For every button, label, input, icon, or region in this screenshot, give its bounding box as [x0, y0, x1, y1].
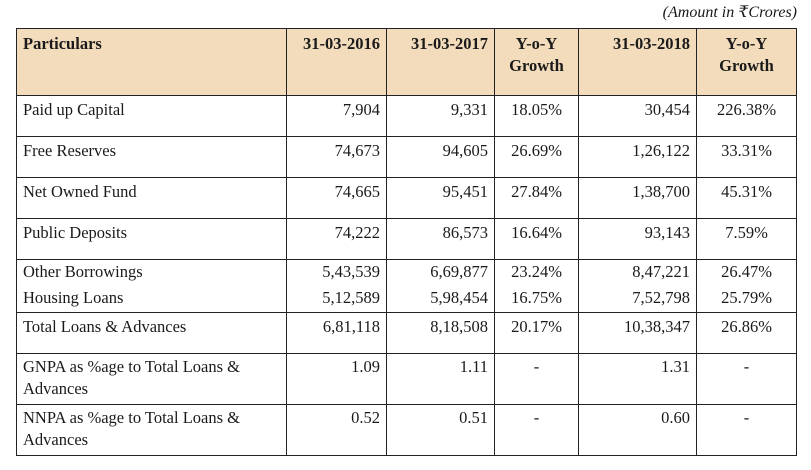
row-label: Housing Loans: [17, 286, 287, 313]
table-row: [17, 219, 797, 260]
table-row: [17, 260, 797, 287]
row-label: Free Reserves: [17, 137, 287, 178]
value-2016: 74,665: [287, 178, 387, 219]
table-row: [17, 354, 797, 405]
amount-unit-caption: (Amount in ₹Crores): [662, 4, 797, 21]
value-2018: 93,143: [579, 219, 697, 260]
value-2018: 30,454: [579, 96, 697, 137]
growth-2018: 33.31%: [697, 137, 797, 178]
value-2018: 0.60: [579, 405, 697, 456]
value-2016: 5,43,539: [287, 260, 387, 287]
growth-2018: 226.38%: [697, 96, 797, 137]
financial-summary-table: [16, 28, 797, 456]
value-2017: 1.11: [387, 354, 495, 405]
value-2016: 6,81,118: [287, 313, 387, 354]
table-row: [17, 137, 797, 178]
growth-2017: -: [495, 354, 579, 405]
value-2017: 94,605: [387, 137, 495, 178]
value-2016: 0.52: [287, 405, 387, 456]
header-particulars: Particulars: [17, 29, 287, 96]
growth-2018: 26.86%: [697, 313, 797, 354]
value-2018: 10,38,347: [579, 313, 697, 354]
growth-2017: 16.75%: [495, 286, 579, 313]
table-row: [17, 286, 797, 313]
value-2016: 74,222: [287, 219, 387, 260]
table-row: [17, 313, 797, 354]
value-2018: 1.31: [579, 354, 697, 405]
value-2018: 7,52,798: [579, 286, 697, 313]
growth-2018: 45.31%: [697, 178, 797, 219]
growth-2018: 7.59%: [697, 219, 797, 260]
header-fy2016: 31-03-2016: [287, 29, 387, 96]
growth-2017: 20.17%: [495, 313, 579, 354]
growth-2017: 18.05%: [495, 96, 579, 137]
growth-2017: -: [495, 405, 579, 456]
growth-2017: 26.69%: [495, 137, 579, 178]
header-yoy-growth-2017: Y-o-Y Growth: [495, 29, 579, 96]
table-row: [17, 96, 797, 137]
value-2017: 0.51: [387, 405, 495, 456]
header-fy2017: 31-03-2017: [387, 29, 495, 96]
value-2018: 1,38,700: [579, 178, 697, 219]
growth-2018: 26.47%: [697, 260, 797, 287]
value-2016: 5,12,589: [287, 286, 387, 313]
growth-2018: 25.79%: [697, 286, 797, 313]
growth-2018: -: [697, 405, 797, 456]
growth-2017: 16.64%: [495, 219, 579, 260]
value-2017: 6,69,877: [387, 260, 495, 287]
header-fy2018: 31-03-2018: [579, 29, 697, 96]
value-2017: 8,18,508: [387, 313, 495, 354]
row-label: NNPA as %age to Total Loans & Advances: [17, 405, 287, 456]
value-2017: 9,331: [387, 96, 495, 137]
row-label: Net Owned Fund: [17, 178, 287, 219]
row-label: Other Borrowings: [17, 260, 287, 287]
row-label: Public Deposits: [17, 219, 287, 260]
table-header-row: [17, 29, 797, 96]
growth-2018: -: [697, 354, 797, 405]
header-yoy-growth-2018: Y-o-Y Growth: [697, 29, 797, 96]
value-2018: 1,26,122: [579, 137, 697, 178]
value-2018: 8,47,221: [579, 260, 697, 287]
value-2017: 86,573: [387, 219, 495, 260]
table-row: [17, 405, 797, 456]
value-2017: 95,451: [387, 178, 495, 219]
row-label: GNPA as %age to Total Loans & Advances: [17, 354, 287, 405]
row-label: Total Loans & Advances: [17, 313, 287, 354]
value-2016: 1.09: [287, 354, 387, 405]
growth-2017: 23.24%: [495, 260, 579, 287]
growth-2017: 27.84%: [495, 178, 579, 219]
value-2017: 5,98,454: [387, 286, 495, 313]
value-2016: 74,673: [287, 137, 387, 178]
row-label: Paid up Capital: [17, 96, 287, 137]
value-2016: 7,904: [287, 96, 387, 137]
table-row: [17, 178, 797, 219]
